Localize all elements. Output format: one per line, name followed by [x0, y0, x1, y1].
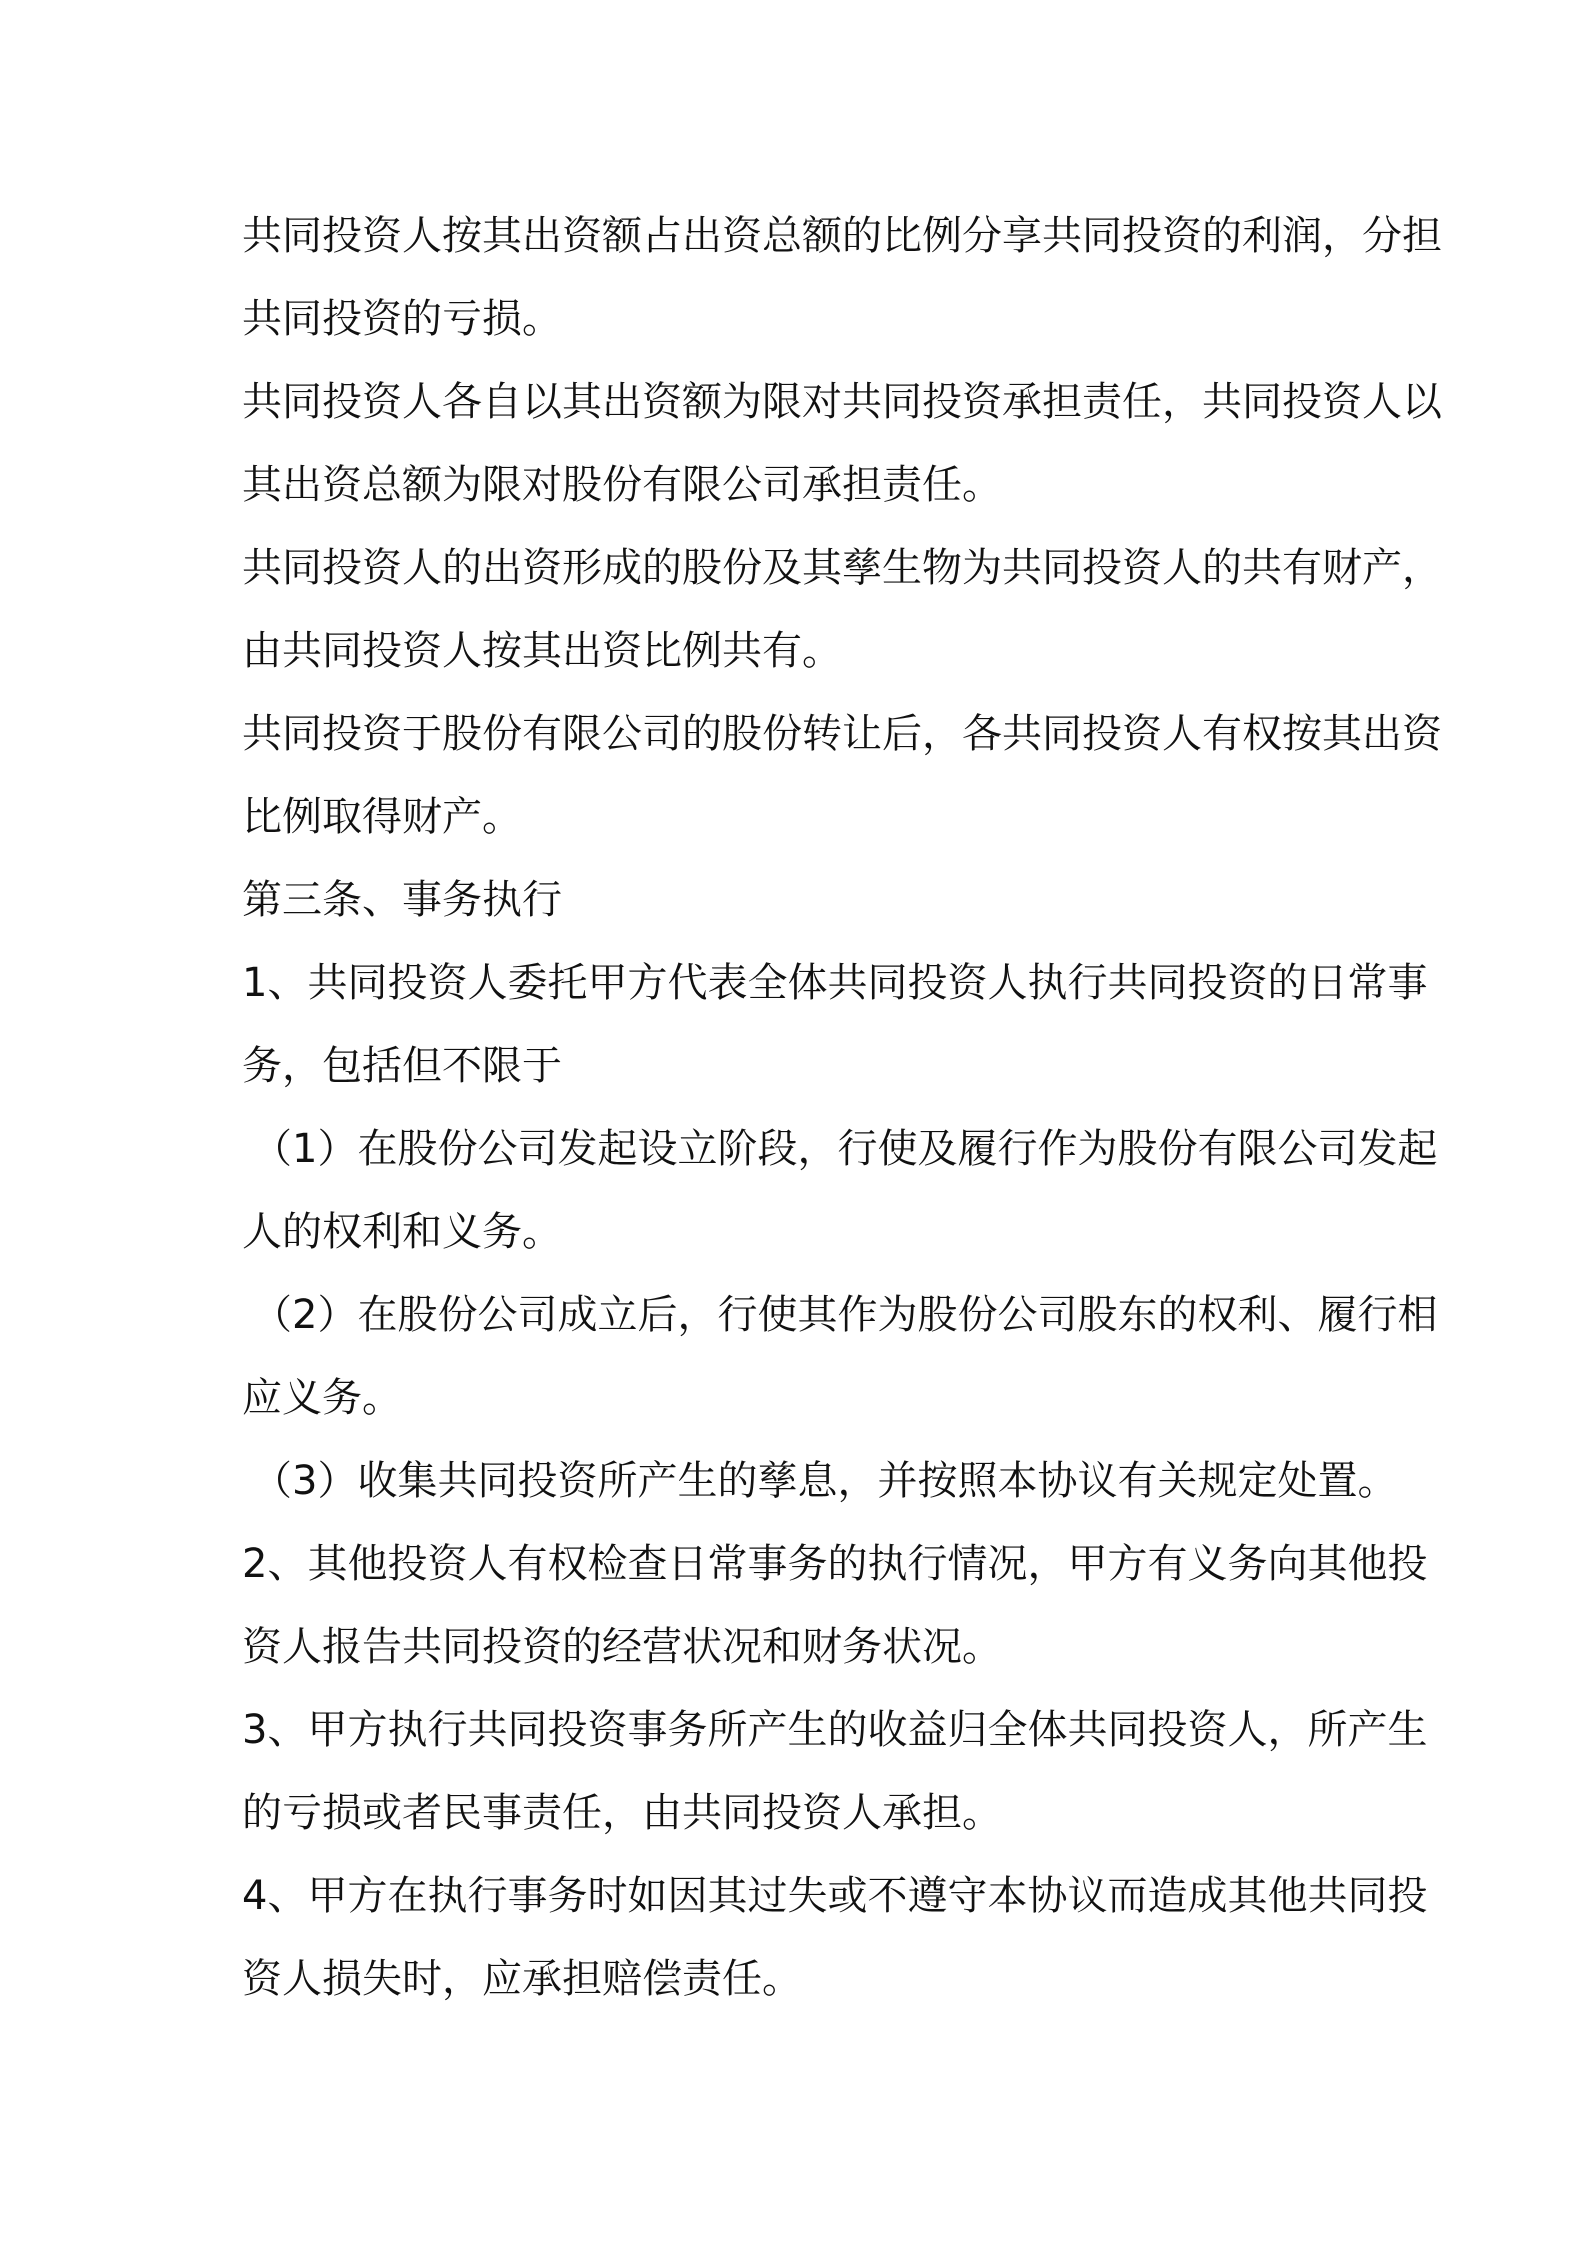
text-line: 2、其他投资人有权检查日常事务的执行情况，甲方有义务向其他投 [242, 1541, 1428, 1587]
text-line: 共同投资人的出资形成的股份及其孳生物为共同投资人的共有财产， [242, 545, 1442, 591]
text-line: 共同投资人各自以其出资额为限对共同投资承担责任，共同投资人以 [242, 379, 1442, 425]
document-body [242, 195, 1442, 2021]
text-line: 3、甲方执行共同投资事务所产生的收益归全体共同投资人，所产生 [242, 1707, 1428, 1753]
text-line: 的亏损或者民事责任，由共同投资人承担。 [242, 1790, 1002, 1836]
text-line: 资人损失时，应承担赔偿责任。 [242, 1956, 802, 2002]
text-line: 4、甲方在执行事务时如因其过失或不遵守本协议而造成其他共同投 [242, 1873, 1428, 1919]
text-line: （1）在股份公司发起设立阶段，行使及履行作为股份有限公司发起 [252, 1126, 1438, 1172]
text-line: （2）在股份公司成立后，行使其作为股份公司股东的权利、履行相 [252, 1292, 1438, 1338]
text-line: 共同投资于股份有限公司的股份转让后，各共同投资人有权按其出资 [242, 711, 1442, 757]
text-line: 1、共同投资人委托甲方代表全体共同投资人执行共同投资的日常事 [242, 960, 1428, 1006]
text-line: 人的权利和义务。 [242, 1209, 562, 1255]
text-line: 务，包括但不限于 [242, 1043, 562, 1089]
text-line: 应义务。 [242, 1375, 402, 1421]
text-line: 其出资总额为限对股份有限公司承担责任。 [242, 462, 1002, 508]
text-line: 资人报告共同投资的经营状况和财务状况。 [242, 1624, 1002, 1670]
text-line: 共同投资的亏损。 [242, 296, 562, 342]
text-line: 共同投资人按其出资额占出资总额的比例分享共同投资的利润，分担 [242, 213, 1442, 259]
section-heading: 第三条、事务执行 [242, 877, 562, 923]
text-line: 比例取得财产。 [242, 794, 522, 840]
text-line: 由共同投资人按其出资比例共有。 [242, 628, 842, 674]
text-line: （3）收集共同投资所产生的孳息，并按照本协议有关规定处置。 [252, 1458, 1398, 1504]
